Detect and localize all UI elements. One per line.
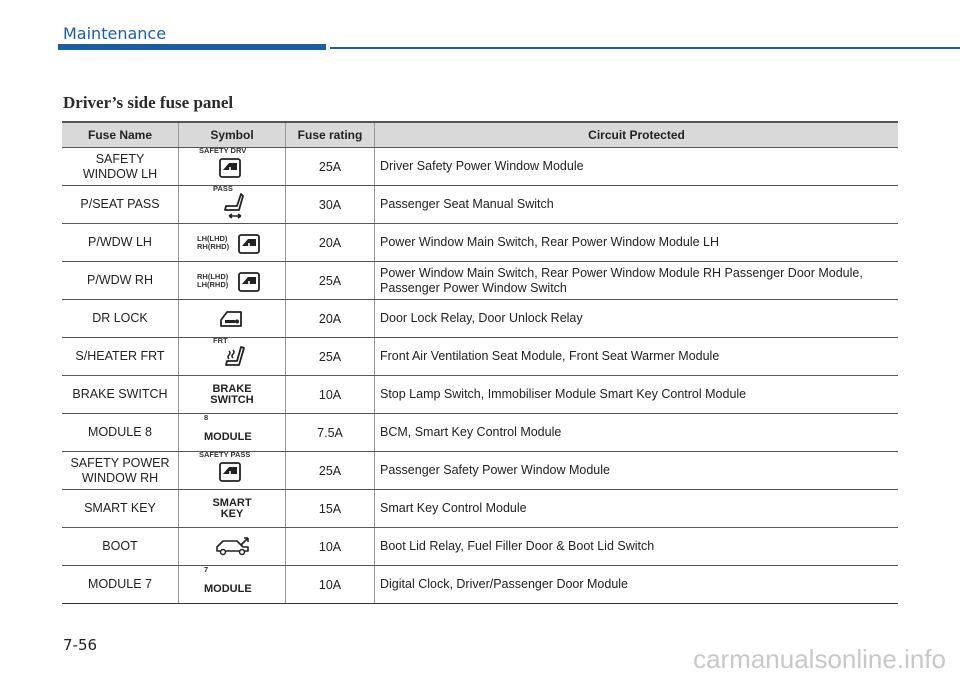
fuse-table	[62, 121, 898, 604]
fuse-name-cell: P/WDW LH	[62, 224, 179, 262]
circuit-protected-cell: Power Window Main Switch, Rear Power Window Module LH	[375, 224, 899, 262]
table-row	[62, 338, 898, 376]
fuse-rating-cell: 30A	[286, 186, 375, 224]
fuse-name-cell: SAFETY POWER WINDOW RH	[62, 452, 179, 490]
fuse-symbol-cell	[179, 224, 286, 262]
symbol-box	[183, 449, 281, 489]
table-row	[62, 186, 898, 224]
circuit-protected-cell: Passenger Seat Manual Switch	[375, 186, 899, 224]
symbol-caption: RH(LHD) LH(RHD)	[197, 271, 229, 289]
header-rule-thin	[330, 47, 960, 49]
fuse-name-cell: MODULE 7	[62, 566, 179, 604]
fuse-rating-cell: 20A	[286, 224, 375, 262]
symbol-box	[183, 529, 281, 565]
symbol-box	[183, 301, 281, 337]
symbol-box	[183, 412, 281, 451]
header-rule-thick	[58, 44, 326, 50]
symbol-caption: SAFETY PASS	[199, 449, 251, 459]
table-row	[62, 566, 898, 604]
fuse-symbol-cell	[179, 566, 286, 604]
circuit-protected-cell: Boot Lid Relay, Fuel Filler Door & Boot Lid Switch	[375, 528, 899, 566]
table-row	[62, 528, 898, 566]
circuit-protected-cell: Door Lock Relay, Door Unlock Relay	[375, 300, 899, 338]
table-row	[62, 490, 898, 528]
circuit-protected-cell: Digital Clock, Driver/Passenger Door Module	[375, 566, 899, 604]
table-row	[62, 224, 898, 262]
symbol-text: SMART KEY	[212, 496, 252, 520]
symbol-box	[183, 183, 281, 223]
seat-heater-icon	[223, 345, 247, 374]
fuse-rating-cell: 15A	[286, 490, 375, 528]
fuse-symbol-cell	[179, 414, 286, 452]
fuse-symbol-cell	[179, 145, 286, 186]
column-header-circuit-protected: Circuit Protected	[375, 122, 899, 148]
fuse-rating-cell: 25A	[286, 452, 375, 490]
fuse-name-cell: SAFETY WINDOW LH	[62, 148, 179, 186]
fuse-name-cell: P/WDW RH	[62, 262, 179, 300]
fuse-symbol-cell	[179, 490, 286, 528]
table-row	[62, 376, 898, 414]
page-number: 7-56	[63, 636, 98, 654]
symbol-box	[183, 263, 281, 299]
fuse-rating-cell: 25A	[286, 262, 375, 300]
fuse-rating-cell: 25A	[286, 148, 375, 186]
fuse-name-cell: MODULE 8	[62, 414, 179, 452]
fuse-rating-cell: 10A	[286, 566, 375, 604]
fuse-name-cell: SMART KEY	[62, 490, 179, 528]
window-switch-icon	[238, 234, 260, 257]
fuse-rating-cell: 25A	[286, 338, 375, 376]
symbol-text: BRAKE SWITCH	[210, 382, 254, 406]
symbol-caption: LH(LHD) RH(RHD)	[197, 233, 230, 251]
fuse-symbol-cell	[179, 183, 286, 224]
fuse-symbol-cell	[179, 449, 286, 490]
fuse-symbol-cell	[179, 528, 286, 566]
page-heading: Driver’s side fuse panel	[63, 93, 234, 112]
table-row	[62, 148, 898, 186]
table-row	[62, 300, 898, 338]
fuse-rating-cell: 10A	[286, 528, 375, 566]
table-header-row	[62, 122, 898, 148]
fuse-symbol-cell	[179, 262, 286, 300]
fuse-rating-cell: 7.5A	[286, 414, 375, 452]
symbol-box	[183, 377, 281, 413]
watermark: carmanualsonline.info	[693, 644, 946, 674]
table-row	[62, 452, 898, 490]
circuit-protected-cell: Passenger Safety Power Window Module	[375, 452, 899, 490]
fuse-symbol-cell	[179, 376, 286, 414]
circuit-protected-cell: Stop Lamp Switch, Immobiliser Module Smart Key Control Module	[375, 376, 899, 414]
table-row	[62, 262, 898, 300]
circuit-protected-cell: Driver Safety Power Window Module	[375, 148, 899, 186]
symbol-box	[183, 491, 281, 527]
window-switch-icon	[238, 272, 260, 295]
symbol-text: MODULE	[204, 582, 252, 595]
section-title: Maintenance	[63, 24, 167, 43]
circuit-protected-cell: Front Air Ventilation Seat Module, Front Seat Warmer Module	[375, 338, 899, 376]
symbol-box	[183, 564, 281, 603]
power-seat-icon	[221, 192, 249, 223]
fuse-rating-cell: 10A	[286, 376, 375, 414]
symbol-caption: PASS	[213, 183, 233, 193]
fuse-name-cell: BOOT	[62, 528, 179, 566]
symbol-box	[183, 145, 281, 185]
boot-lid-icon	[215, 537, 251, 560]
table-row	[62, 414, 898, 452]
window-switch-icon	[219, 158, 241, 181]
column-header-symbol: Symbol	[179, 122, 286, 148]
fuse-name-cell: P/SEAT PASS	[62, 186, 179, 224]
circuit-protected-cell: BCM, Smart Key Control Module	[375, 414, 899, 452]
circuit-protected-cell: Power Window Main Switch, Rear Power Window Module RH Passenger Door Module, Passenger Power Window Switch	[375, 262, 899, 300]
fuse-name-cell: S/HEATER FRT	[62, 338, 179, 376]
circuit-protected-cell: Smart Key Control Module	[375, 490, 899, 528]
symbol-caption: FRT	[213, 335, 228, 345]
fuse-symbol-cell	[179, 300, 286, 338]
symbol-text: MODULE	[204, 430, 252, 443]
column-header-fuse-name: Fuse Name	[62, 122, 179, 148]
fuse-rating-cell: 20A	[286, 300, 375, 338]
fuse-name-cell: BRAKE SWITCH	[62, 376, 179, 414]
symbol-box	[183, 335, 281, 375]
window-switch-icon	[219, 462, 241, 485]
symbol-box	[183, 225, 281, 261]
symbol-caption: 8	[204, 412, 209, 422]
symbol-caption: SAFETY DRV	[199, 145, 247, 155]
symbol-caption: 7	[204, 564, 209, 574]
fuse-name-cell: DR LOCK	[62, 300, 179, 338]
fuse-symbol-cell	[179, 335, 286, 376]
column-header-fuse-rating: Fuse rating	[286, 122, 375, 148]
door-lock-icon	[219, 310, 243, 331]
